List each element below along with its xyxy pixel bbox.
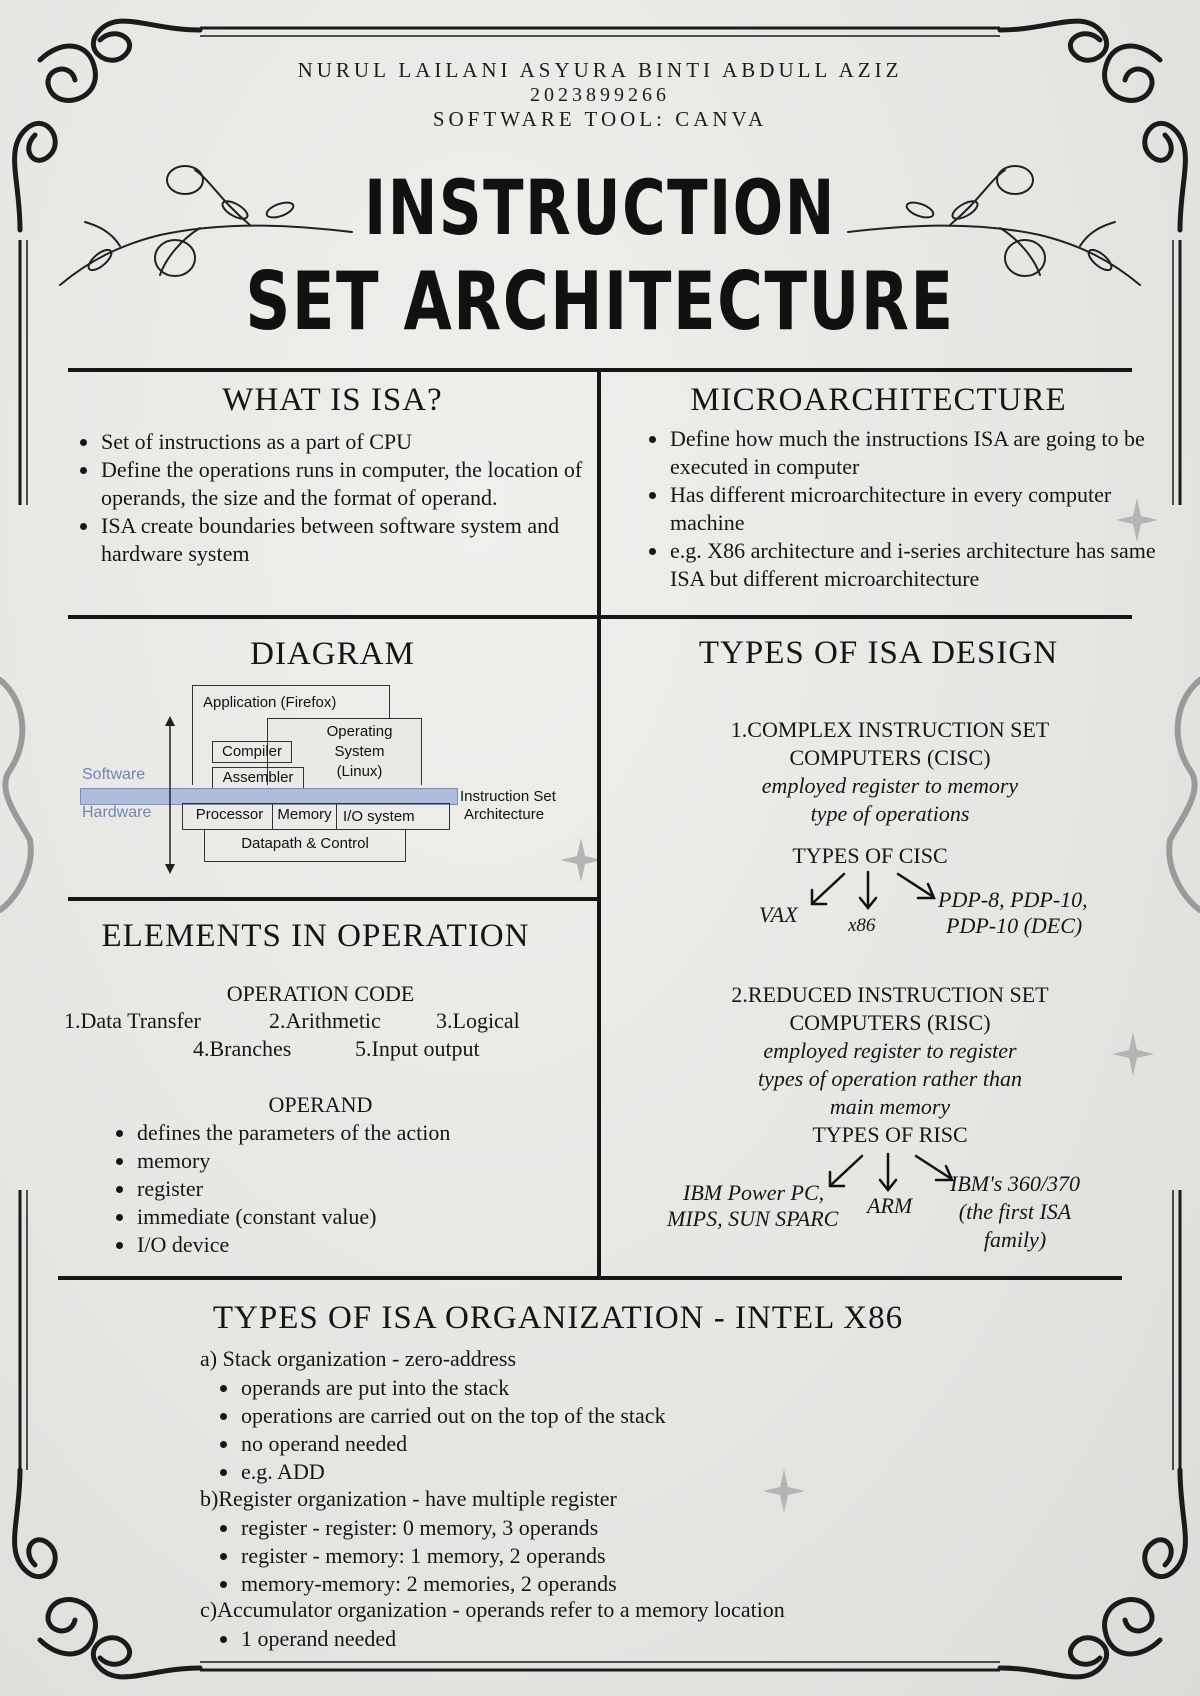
microarchitecture-heading: MICROARCHITECTURE xyxy=(690,382,1067,418)
elements-heading: ELEMENTS IN OPERATION xyxy=(101,918,530,954)
risc-type-line: family) xyxy=(983,1227,1047,1252)
risc-title xyxy=(660,981,1120,1149)
cisc-title-line: COMPUTERS (CISC) xyxy=(789,745,991,770)
compiler-label: Compiler xyxy=(221,743,282,760)
risc-type-ibm-power-pc: IBM Power PC, xyxy=(683,1180,825,1205)
list-item: ISA create boundaries between software system and hardware system xyxy=(71,512,591,568)
microarchitecture-list xyxy=(640,425,1160,593)
divider-bottom xyxy=(58,1276,1122,1280)
risc-type-ibm-360 xyxy=(935,1170,1095,1254)
opcode-arithmetic: 2.Arithmetic xyxy=(269,1008,381,1033)
cisc-types-heading: TYPES OF CISC xyxy=(792,843,948,868)
cisc-title-line: 1.COMPLEX INSTRUCTION SET xyxy=(730,717,1050,742)
register-organization-title: b)Register organization - have multiple register xyxy=(200,1486,617,1511)
title-line-1: INSTRUCTION xyxy=(364,163,836,252)
list-item: I/O device xyxy=(107,1231,567,1259)
stack-organization-title: a) Stack organization - zero-address xyxy=(200,1346,517,1371)
divider-center xyxy=(597,368,601,1276)
isa-layer-diagram xyxy=(70,680,590,880)
processor-box xyxy=(187,803,273,830)
list-item: memory xyxy=(107,1147,567,1175)
stack-organization-list xyxy=(211,1374,991,1486)
compiler-box xyxy=(212,741,292,763)
risc-type-mips-sparc: MIPS, SUN SPARC xyxy=(667,1206,839,1231)
title-line-2: SET ARCHITECTURE xyxy=(245,255,955,348)
list-item: immediate (constant value) xyxy=(107,1203,567,1231)
author-name: NURUL LAILANI ASYURA BINTI ABDULL AZIZ xyxy=(297,58,903,82)
cisc-description-line: type of operations xyxy=(810,801,970,826)
student-id: 2023899266 xyxy=(530,84,670,106)
vertical-arrow xyxy=(162,716,178,874)
organization-heading: TYPES OF ISA ORGANIZATION - INTEL X86 xyxy=(212,1300,904,1336)
list-item: defines the parameters of the action xyxy=(107,1119,567,1147)
cisc-title xyxy=(660,716,1120,828)
application-label: Application (Firefox) xyxy=(203,694,337,711)
risc-title-line: 2.REDUCED INSTRUCTION SET xyxy=(731,982,1049,1007)
risc-description-line: types of operation rather than xyxy=(758,1066,1022,1091)
accumulator-organization-title: c)Accumulator organization - operands refer to a memory location xyxy=(200,1597,785,1622)
what-is-isa-list xyxy=(71,428,591,568)
opcode-input-output: 5.Input output xyxy=(355,1036,480,1061)
operand-heading: OPERAND xyxy=(268,1092,373,1117)
list-item: operations are carried out on the top of the stack xyxy=(211,1402,991,1430)
divider-row-3-left xyxy=(68,897,599,901)
datapath-box xyxy=(204,830,406,862)
operand-list xyxy=(107,1119,567,1259)
list-item: register xyxy=(107,1175,567,1203)
list-item: Set of instructions as a part of CPU xyxy=(71,428,591,456)
list-item: memory-memory: 2 memories, 2 operands xyxy=(211,1570,991,1598)
risc-type-line: IBM's 360/370 xyxy=(950,1171,1080,1196)
risc-types-heading: TYPES OF RISC xyxy=(812,1122,968,1147)
cisc-type-vax: VAX xyxy=(759,902,798,927)
cisc-type-pdp-dec: PDP-10 (DEC) xyxy=(946,913,1083,938)
diagram-heading: DIAGRAM xyxy=(250,636,415,672)
opcode-logical: 3.Logical xyxy=(436,1008,520,1033)
cisc-type-pdp: PDP-8, PDP-10, xyxy=(938,887,1088,912)
memory-box xyxy=(273,803,337,830)
list-item: Define the operations runs in computer, the location of operands, the size and the format of operand. xyxy=(71,456,591,512)
memory-label: Memory xyxy=(277,806,332,823)
divider-row-2 xyxy=(68,615,1132,619)
isa-label-line-2: Architecture xyxy=(464,806,545,823)
list-item: Has different microarchitecture in every computer machine xyxy=(640,481,1160,537)
list-item: no operand needed xyxy=(211,1430,991,1458)
risc-title-line: COMPUTERS (RISC) xyxy=(789,1010,991,1035)
hardware-label: Hardware xyxy=(82,804,152,821)
assembler-box xyxy=(212,767,304,789)
opcode-branches: 4.Branches xyxy=(193,1036,292,1061)
what-is-isa-heading: WHAT IS ISA? xyxy=(222,382,443,418)
isa-label-line-1: Instruction Set xyxy=(460,788,556,805)
risc-description-line: main memory xyxy=(829,1094,951,1119)
list-item: register - memory: 1 memory, 2 operands xyxy=(211,1542,991,1570)
list-item: 1 operand needed xyxy=(211,1625,991,1653)
software-tool: SOFTWARE TOOL: CANVA xyxy=(432,107,768,131)
assembler-label: Assembler xyxy=(222,769,294,786)
risc-type-line: (the first ISA xyxy=(958,1199,1072,1224)
list-item: Define how much the instructions ISA are going to be executed in computer xyxy=(640,425,1160,481)
cisc-arrows xyxy=(800,868,950,916)
cisc-type-x86: x86 xyxy=(848,915,876,936)
risc-type-arm: ARM xyxy=(867,1193,913,1218)
register-organization-list xyxy=(211,1514,991,1598)
risc-description-line: employed register to register xyxy=(763,1038,1017,1063)
datapath-label: Datapath & Control xyxy=(241,835,369,852)
list-item: e.g. X86 architecture and i-series architecture has same ISA but different microarchitecture xyxy=(640,537,1160,593)
operating-system-label: Operating System (Linux) xyxy=(326,723,393,780)
isa-design-heading: TYPES OF ISA DESIGN xyxy=(698,635,1059,671)
accumulator-organization-list xyxy=(211,1625,991,1653)
list-item: operands are put into the stack xyxy=(211,1374,991,1402)
list-item: register - register: 0 memory, 3 operands xyxy=(211,1514,991,1542)
io-system-label: I/O system xyxy=(343,808,415,825)
software-label: Software xyxy=(82,766,146,783)
opcode-data-transfer: 1.Data Transfer xyxy=(64,1008,201,1033)
processor-label: Processor xyxy=(195,806,264,823)
opcode-heading: OPERATION CODE xyxy=(226,981,415,1006)
list-item: e.g. ADD xyxy=(211,1458,991,1486)
cisc-description-line: employed register to memory xyxy=(761,773,1019,798)
